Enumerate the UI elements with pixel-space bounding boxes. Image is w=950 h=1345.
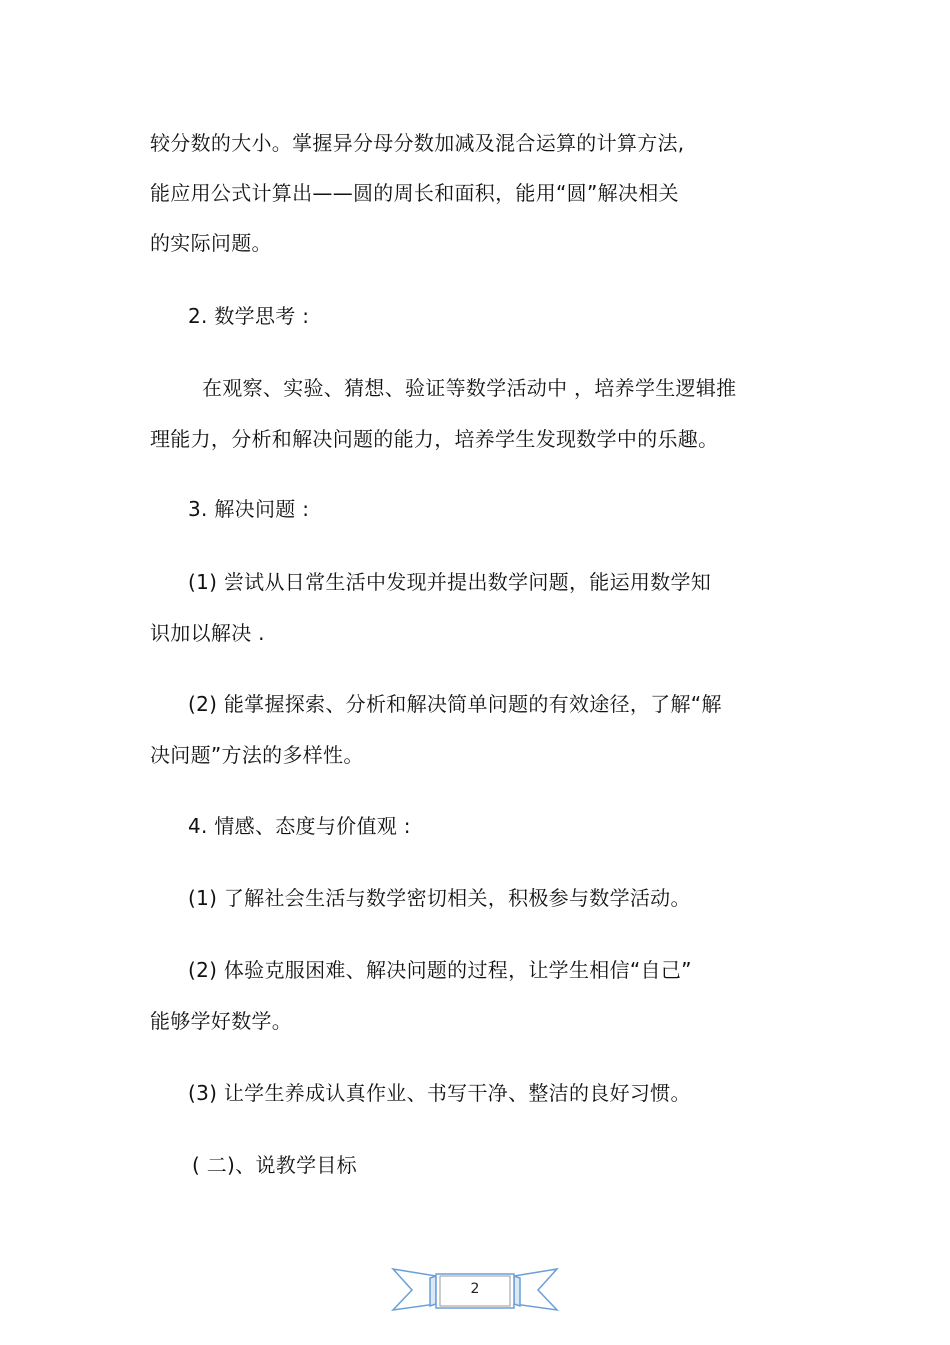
section-heading-math-thinking: 2. 数学思考 : bbox=[188, 304, 310, 328]
text-line-10: (2) 能掌握探索、分析和解决简单问题的有效途径，了解“解 bbox=[188, 692, 722, 716]
section-heading-emotion-attitude: 4. 情感、态度与价值观 : bbox=[188, 814, 411, 838]
page-number: 2 bbox=[470, 1281, 480, 1297]
text-line-5: 在观察、实验、猜想、验证等数学活动中 ，培养学生逻辑推 bbox=[202, 376, 737, 400]
text-line-1: 较分数的大小。掌握异分母分数加减及混合运算的计算方法, bbox=[150, 131, 685, 155]
text-line-14: (2) 体验克服困难、解决问题的过程，让学生相信“自己” bbox=[188, 958, 692, 982]
text-line-3: 的实际问题。 bbox=[150, 231, 272, 255]
page-footer bbox=[390, 1266, 560, 1316]
section-heading-teaching-goals: ( 二)、说教学目标 bbox=[192, 1153, 357, 1177]
text-line-8: (1) 尝试从日常生活中发现并提出数学问题，能运用数学知 bbox=[188, 570, 712, 594]
text-line-6: 理能力，分析和解决问题的能力，培养学生发现数学中的乐趣。 bbox=[150, 427, 719, 451]
text-line-16: (3) 让学生养成认真作业、书写干净、整洁的良好习惯。 bbox=[188, 1081, 691, 1105]
text-line-2: 能应用公式计算出——圆的周长和面积，能用“圆”解决相关 bbox=[150, 181, 679, 205]
text-line-9: 识加以解决 . bbox=[150, 621, 265, 645]
text-line-13: (1) 了解社会生活与数学密切相关，积极参与数学活动。 bbox=[188, 886, 691, 910]
text-line-15: 能够学好数学。 bbox=[150, 1009, 293, 1033]
text-line-11: 决问题”方法的多样性。 bbox=[150, 743, 364, 767]
section-heading-problem-solving: 3. 解决问题 : bbox=[188, 497, 310, 521]
